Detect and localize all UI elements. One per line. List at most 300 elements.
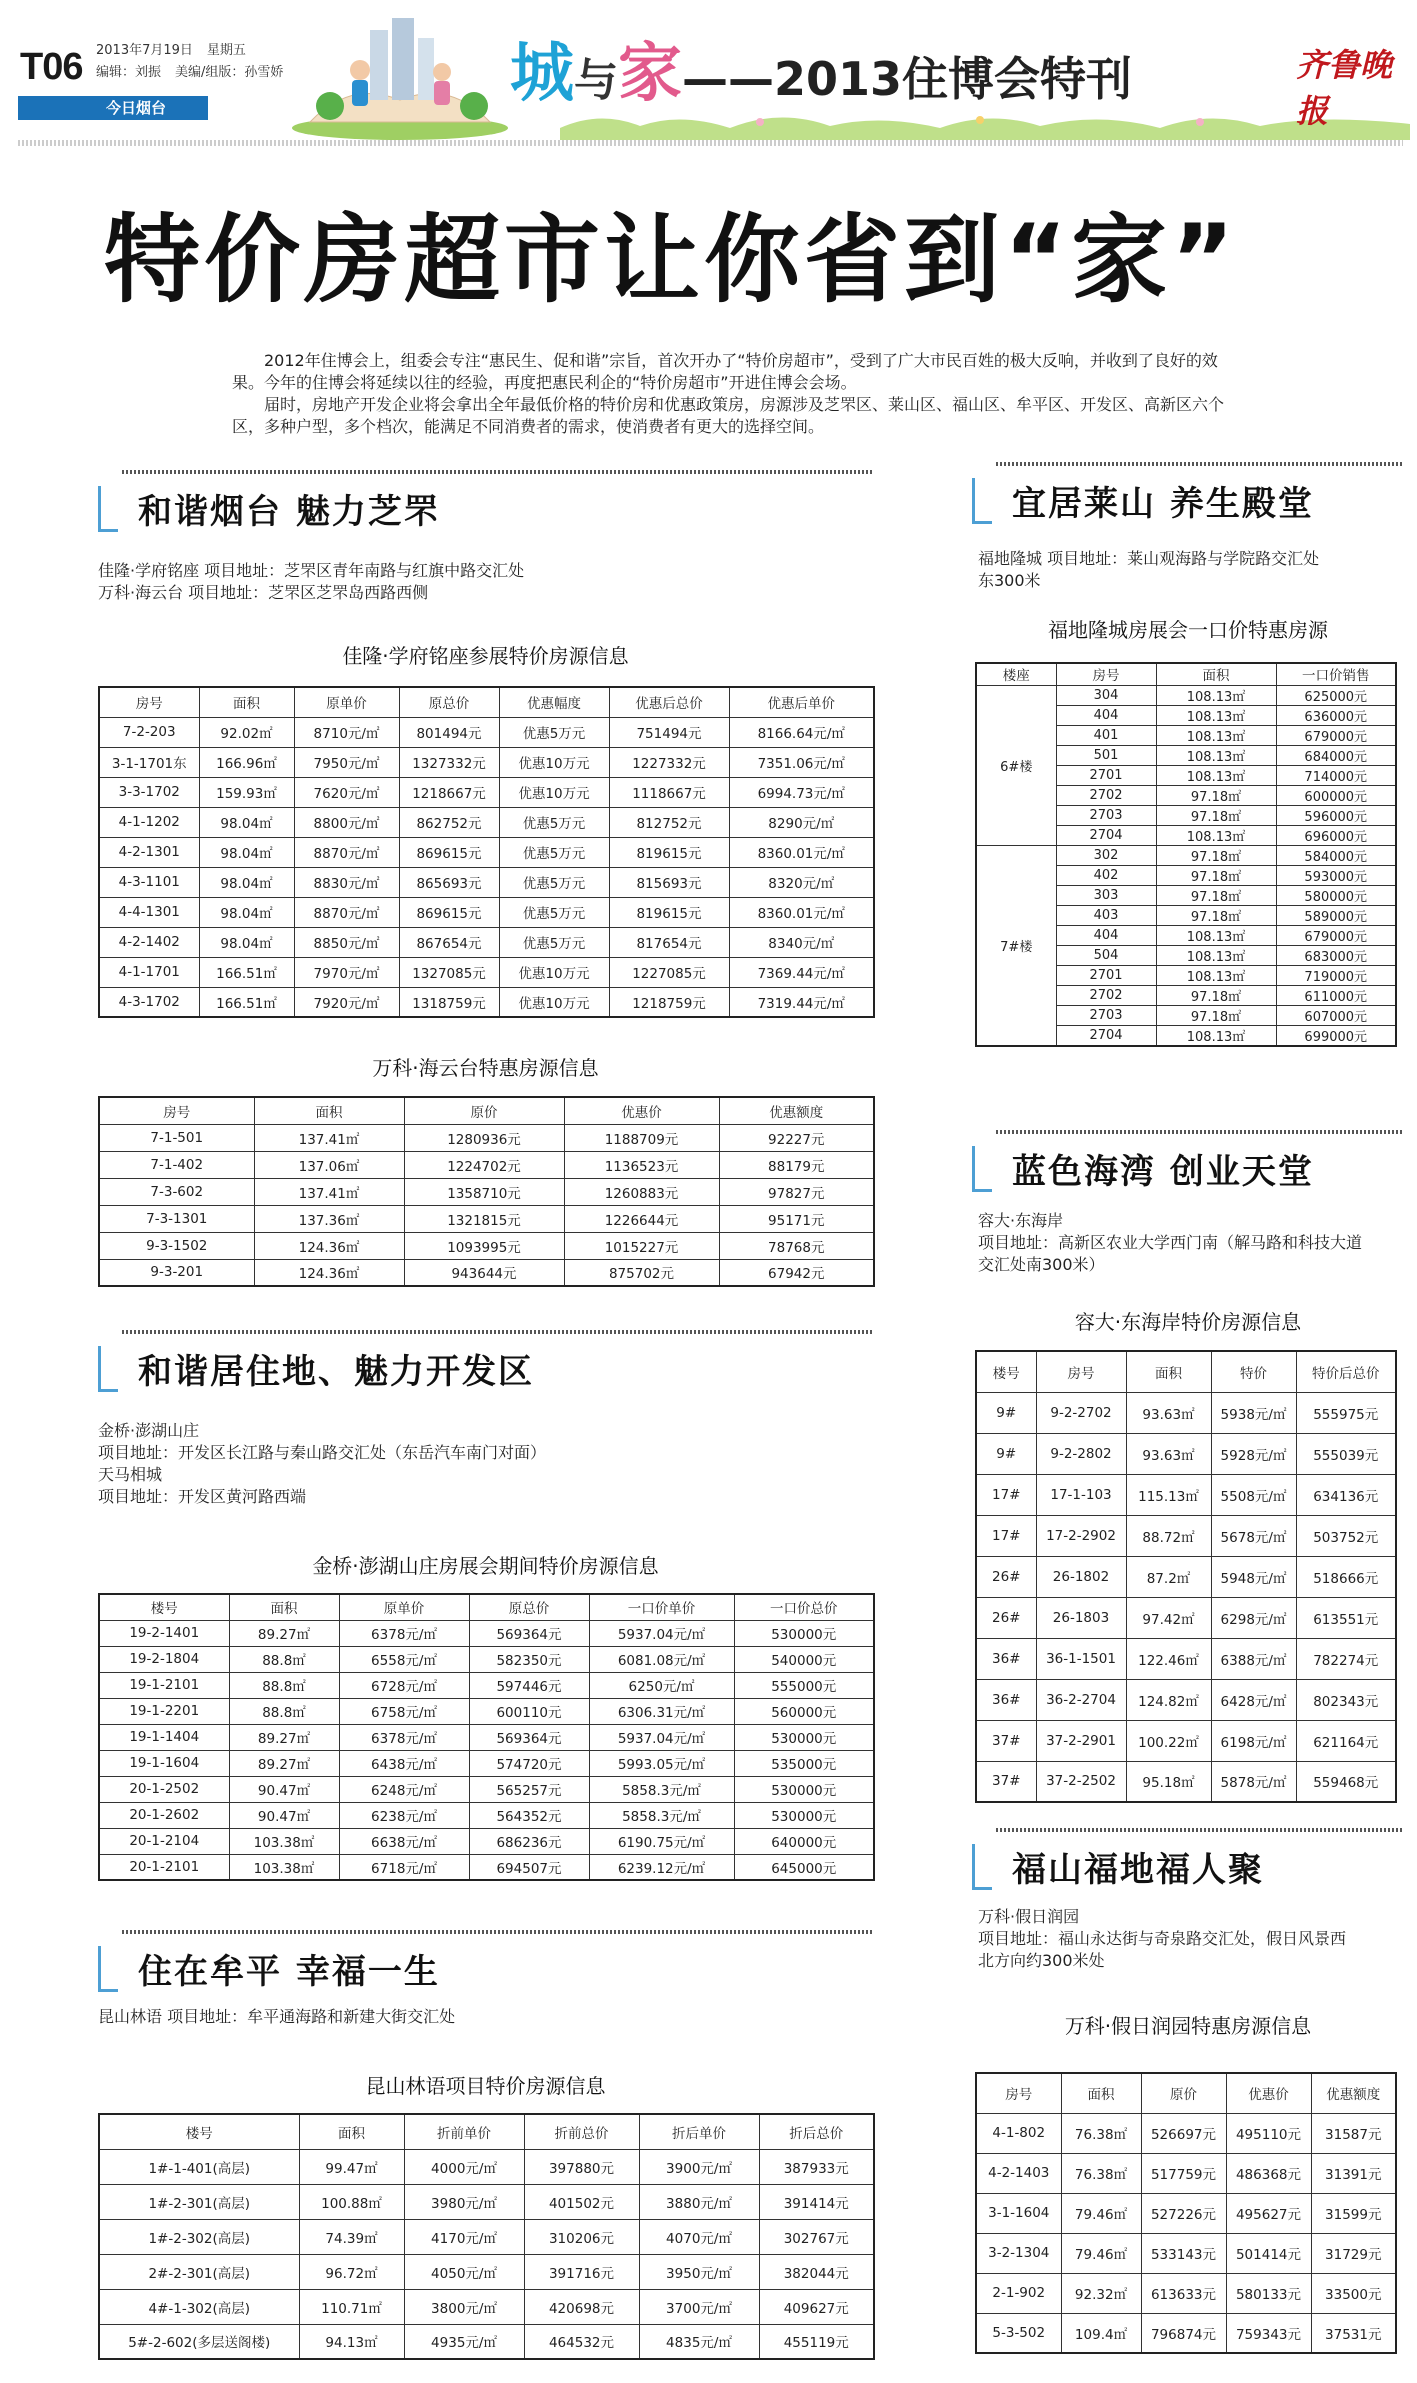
table-caption: 佳隆·学府铭座参展特价房源信息 <box>342 644 629 668</box>
table-cell: 869615元 <box>399 837 499 867</box>
table-cell: 679000元 <box>1276 925 1396 945</box>
table-cell: 503752元 <box>1296 1515 1396 1556</box>
table-cell: 7351.06元/㎡ <box>729 747 874 777</box>
table-cell: 621164元 <box>1296 1720 1396 1761</box>
column-header: 折后总价 <box>759 2114 874 2149</box>
table-cell: 99.47㎡ <box>299 2149 404 2184</box>
table-row <box>99 2219 874 2254</box>
table-row <box>99 1828 874 1854</box>
title-char-jia: 家 <box>618 37 682 111</box>
table-row <box>99 1672 874 1698</box>
table-cell: 97.18㎡ <box>1156 865 1276 885</box>
table-cell: 5937.04元/㎡ <box>589 1620 734 1646</box>
title-char-yu: 与 <box>574 55 618 106</box>
table-cell: 103.38㎡ <box>229 1828 339 1854</box>
table-cell: 391414元 <box>759 2184 874 2219</box>
table-cell: 530000元 <box>734 1802 874 1828</box>
table-cell: 8360.01元/㎡ <box>729 897 874 927</box>
section-head-gaoxin <box>972 1130 1404 1196</box>
table-cell: 6728元/㎡ <box>339 1672 469 1698</box>
table-cell: 530000元 <box>734 1620 874 1646</box>
table-cell: 611000元 <box>1276 985 1396 1005</box>
table-cell: 2702 <box>1056 785 1156 805</box>
table-cell: 495110元 <box>1226 2113 1311 2153</box>
table-cell: 19-1-1604 <box>99 1750 229 1776</box>
masthead <box>0 0 1417 158</box>
column-header: 原价 <box>1141 2073 1226 2113</box>
column-header: 原单价 <box>339 1594 469 1620</box>
project-line: 万科·海云台 项目地址：芝罘区芝罘岛西路西侧 <box>98 583 429 602</box>
table-cell: 166.51㎡ <box>199 957 294 987</box>
table-cell: 464532元 <box>524 2324 639 2359</box>
table-cell: 100.88㎡ <box>299 2184 404 2219</box>
table-cell: 1260883元 <box>564 1178 719 1205</box>
table-cell: 4-2-1402 <box>99 927 199 957</box>
table-cell: 504 <box>1056 945 1156 965</box>
table-cell: 526697元 <box>1141 2113 1226 2153</box>
table-cell: 397880元 <box>524 2149 639 2184</box>
table-cell: 97.18㎡ <box>1156 1005 1276 1025</box>
table-cell: 5-3-502 <box>976 2313 1061 2353</box>
column-header: 折前总价 <box>524 2114 639 2149</box>
table-caption: 容大·东海岸特价房源信息 <box>1074 1310 1302 1334</box>
table-cell: 555039元 <box>1296 1433 1396 1474</box>
table-cell: 2-1-902 <box>976 2273 1061 2313</box>
table-cell: 17-2-2902 <box>1036 1515 1126 1556</box>
table-cell: 1#-2-302(高层) <box>99 2219 299 2254</box>
table-cell: 403 <box>1056 905 1156 925</box>
project-line: 金桥·澎湖山庄 <box>98 1421 200 1440</box>
table-row <box>976 2273 1396 2313</box>
table-cell: 88.8㎡ <box>229 1646 339 1672</box>
table-cell: 3880元/㎡ <box>639 2184 759 2219</box>
table-cell: 17# <box>976 1515 1036 1556</box>
table-cell: 8360.01元/㎡ <box>729 837 874 867</box>
table-cell: 31599元 <box>1311 2193 1396 2233</box>
table-cell: 7369.44元/㎡ <box>729 957 874 987</box>
table-cell: 26-1802 <box>1036 1556 1126 1597</box>
table-cell: 2#-2-301(高层) <box>99 2254 299 2289</box>
table-cell: 4170元/㎡ <box>404 2219 524 2254</box>
table-cell: 3900元/㎡ <box>639 2149 759 2184</box>
table-cell: 817654元 <box>609 927 729 957</box>
table-vanke-jiarirunyuan <box>975 2072 1397 2354</box>
table-cell: 6250元/㎡ <box>589 1672 734 1698</box>
table-cell: 802343元 <box>1296 1679 1396 1720</box>
table-cell: 530000元 <box>734 1724 874 1750</box>
table-cell: 26# <box>976 1556 1036 1597</box>
table-cell: 17# <box>976 1474 1036 1515</box>
table-row <box>976 2233 1396 2273</box>
table-cell: 714000元 <box>1276 765 1396 785</box>
design-credit: 美编/组版：孙雪娇 <box>175 65 284 80</box>
table-cell: 19-2-1401 <box>99 1620 229 1646</box>
table-cell: 159.93㎡ <box>199 777 294 807</box>
table-row <box>99 777 874 807</box>
table-cell: 943644元 <box>404 1259 564 1286</box>
section-bracket-icon <box>972 478 992 524</box>
table-cell: 401 <box>1056 725 1156 745</box>
table-cell: 5948元/㎡ <box>1211 1556 1296 1597</box>
table-cell: 391716元 <box>524 2254 639 2289</box>
table-cell: 867654元 <box>399 927 499 957</box>
table-cell: 600110元 <box>469 1698 589 1724</box>
table-cell: 751494元 <box>609 717 729 747</box>
section-title: 和谐烟台 魅力芝罘 <box>138 492 440 532</box>
table-cell: 优惠5万元 <box>499 867 609 897</box>
table-row <box>976 2113 1396 2153</box>
table-row <box>99 1802 874 1828</box>
section-rule <box>122 1330 873 1334</box>
table-cell: 37-2-2502 <box>1036 1761 1126 1802</box>
intro-text <box>232 350 1237 438</box>
project-info-fushan <box>978 1906 1346 1972</box>
table-cell: 9-2-2802 <box>1036 1433 1126 1474</box>
table-cell: 4835元/㎡ <box>639 2324 759 2359</box>
table-cell: 535000元 <box>734 1750 874 1776</box>
table-cell: 302767元 <box>759 2219 874 2254</box>
section-title: 福山福地福人聚 <box>1012 1850 1264 1890</box>
section-title: 蓝色海湾 创业天堂 <box>1012 1152 1314 1192</box>
project-line: 项目地址：开发区长江路与秦山路交汇处（东岳汽车南门对面） <box>98 1443 547 1462</box>
table-cell: 574720元 <box>469 1750 589 1776</box>
table-cell: 36-1-1501 <box>1036 1638 1126 1679</box>
table-jinqiao <box>98 1593 875 1881</box>
table-cell: 优惠10万元 <box>499 987 609 1017</box>
table-cell: 640000元 <box>734 1828 874 1854</box>
column-header: 特价 <box>1211 1351 1296 1392</box>
section-title: 和谐居住地、魅力开发区 <box>138 1352 534 1392</box>
table-cell: 1280936元 <box>404 1124 564 1151</box>
table-cell: 7620元/㎡ <box>294 777 399 807</box>
table-cell: 93.63㎡ <box>1126 1433 1211 1474</box>
table-cell: 5#-2-602(多层送阁楼) <box>99 2324 299 2359</box>
table-cell: 679000元 <box>1276 725 1396 745</box>
table-cell: 108.13㎡ <box>1156 825 1276 845</box>
table-cell: 1188709元 <box>564 1124 719 1151</box>
section-rule <box>122 470 873 474</box>
table-cell: 501414元 <box>1226 2233 1311 2273</box>
table-cell: 97.18㎡ <box>1156 905 1276 925</box>
table-cell: 76.38㎡ <box>1061 2153 1141 2193</box>
table-cell: 302 <box>1056 845 1156 865</box>
table-cell: 801494元 <box>399 717 499 747</box>
table-cell: 613633元 <box>1141 2273 1226 2313</box>
table-cell: 5937.04元/㎡ <box>589 1724 734 1750</box>
section-bracket-icon <box>972 1146 992 1192</box>
table-row <box>99 1259 874 1286</box>
table-row <box>976 1597 1396 1638</box>
table-row <box>99 2289 874 2324</box>
project-line: 东300米 <box>978 571 1041 590</box>
table-cell: 582350元 <box>469 1646 589 1672</box>
table-cell: 6758元/㎡ <box>339 1698 469 1724</box>
project-line: 佳隆·学府铭座 项目地址：芝罘区青年南路与红旗中路交汇处 <box>98 561 525 580</box>
table-cell: 优惠5万元 <box>499 807 609 837</box>
table-cell: 819615元 <box>609 837 729 867</box>
table-row <box>99 1232 874 1259</box>
table-header-row <box>99 2114 874 2149</box>
table-cell: 495627元 <box>1226 2193 1311 2233</box>
table-cell: 6239.12元/㎡ <box>589 1854 734 1880</box>
column-header: 原价 <box>404 1097 564 1124</box>
table-cell: 17-1-103 <box>1036 1474 1126 1515</box>
table-cell: 5678元/㎡ <box>1211 1515 1296 1556</box>
table-cell: 89.27㎡ <box>229 1750 339 1776</box>
family-house-illustration <box>290 10 510 140</box>
table-cell: 31391元 <box>1311 2153 1396 2193</box>
table-cell: 1358710元 <box>404 1178 564 1205</box>
table-cell: 501 <box>1056 745 1156 765</box>
table-cell: 109.4㎡ <box>1061 2313 1141 2353</box>
table-cell: 94.13㎡ <box>299 2324 404 2359</box>
table-header-row <box>99 1097 874 1124</box>
table-cell: 7319.44元/㎡ <box>729 987 874 1017</box>
table-cell: 2701 <box>1056 765 1156 785</box>
table-row <box>976 2313 1396 2353</box>
table-cell: 5858.3元/㎡ <box>589 1802 734 1828</box>
table-cell: 696000元 <box>1276 825 1396 845</box>
table-cell: 166.96㎡ <box>199 747 294 777</box>
table-cell: 7920元/㎡ <box>294 987 399 1017</box>
table-row <box>99 1178 874 1205</box>
table-cell: 6428元/㎡ <box>1211 1679 1296 1720</box>
table-cell: 645000元 <box>734 1854 874 1880</box>
table-header-row <box>976 2073 1396 2113</box>
table-cell: 7950元/㎡ <box>294 747 399 777</box>
table-kunshan <box>98 2113 875 2360</box>
table-row <box>99 987 874 1017</box>
table-cell: 600000元 <box>1276 785 1396 805</box>
table-row <box>99 957 874 987</box>
column-header: 折后单价 <box>639 2114 759 2149</box>
table-cell: 569364元 <box>469 1724 589 1750</box>
table-cell: 92.02㎡ <box>199 717 294 747</box>
table-cell: 4070元/㎡ <box>639 2219 759 2254</box>
table-cell: 683000元 <box>1276 945 1396 965</box>
table-cell: 6388元/㎡ <box>1211 1638 1296 1679</box>
table-cell: 7970元/㎡ <box>294 957 399 987</box>
column-header: 一口价总价 <box>734 1594 874 1620</box>
table-cell: 108.13㎡ <box>1156 705 1276 725</box>
table-cell: 89.27㎡ <box>229 1724 339 1750</box>
table-cell: 6378元/㎡ <box>339 1724 469 1750</box>
table-row <box>99 837 874 867</box>
table-cell: 76.38㎡ <box>1061 2113 1141 2153</box>
section-title: 住在牟平 幸福一生 <box>138 1952 440 1992</box>
issue-weekday: 星期五 <box>206 43 246 58</box>
column-header: 一口价销售 <box>1276 663 1396 685</box>
table-cell: 607000元 <box>1276 1005 1396 1025</box>
column-header: 优惠后总价 <box>609 687 729 717</box>
table-cell: 31729元 <box>1311 2233 1396 2273</box>
table-cell: 115.13㎡ <box>1126 1474 1211 1515</box>
section-tag: 今日烟台 <box>18 96 208 120</box>
table-cell: 92.32㎡ <box>1061 2273 1141 2313</box>
table-cell: 6190.75元/㎡ <box>589 1828 734 1854</box>
column-header: 原总价 <box>469 1594 589 1620</box>
table-cell: 819615元 <box>609 897 729 927</box>
table-cell: 26# <box>976 1597 1036 1638</box>
section-rule <box>996 462 1404 466</box>
table-cell: 564352元 <box>469 1802 589 1828</box>
table-cell: 19-1-2201 <box>99 1698 229 1724</box>
table-cell: 95171元 <box>719 1205 874 1232</box>
table-cell: 6248元/㎡ <box>339 1776 469 1802</box>
table-cell: 1#-1-401(高层) <box>99 2149 299 2184</box>
table-cell: 2704 <box>1056 825 1156 845</box>
table-cell: 8870元/㎡ <box>294 897 399 927</box>
table-cell: 597446元 <box>469 1672 589 1698</box>
table-caption: 万科·海云台特惠房源信息 <box>372 1056 599 1080</box>
table-row <box>99 1750 874 1776</box>
table-fudi-longcheng <box>975 662 1397 1047</box>
table-cell: 4935元/㎡ <box>404 2324 524 2359</box>
table-cell: 6298元/㎡ <box>1211 1597 1296 1638</box>
table-row <box>99 807 874 837</box>
table-cell: 613551元 <box>1296 1597 1396 1638</box>
column-header: 房号 <box>1056 663 1156 685</box>
table-cell: 92227元 <box>719 1124 874 1151</box>
table-cell: 79.46㎡ <box>1061 2193 1141 2233</box>
column-header: 房号 <box>99 1097 254 1124</box>
table-cell: 1226644元 <box>564 1205 719 1232</box>
column-header: 优惠额度 <box>719 1097 874 1124</box>
section-head-muping <box>98 1930 873 1996</box>
table-cell: 589000元 <box>1276 905 1396 925</box>
table-cell: 7-2-203 <box>99 717 199 747</box>
table-cell: 26-1803 <box>1036 1597 1126 1638</box>
table-cell: 98.04㎡ <box>199 837 294 867</box>
table-cell: 6438元/㎡ <box>339 1750 469 1776</box>
table-cell: 555975元 <box>1296 1392 1396 1433</box>
table-cell: 89.27㎡ <box>229 1620 339 1646</box>
table-cell: 6718元/㎡ <box>339 1854 469 1880</box>
table-header-row <box>99 1594 874 1620</box>
table-cell: 9# <box>976 1392 1036 1433</box>
table-cell: 96.72㎡ <box>299 2254 404 2289</box>
table-jialong <box>98 686 875 1018</box>
grass-decoration <box>560 100 1410 140</box>
table-cell: 6994.73元/㎡ <box>729 777 874 807</box>
table-cell: 5878元/㎡ <box>1211 1761 1296 1802</box>
project-line: 天马相城 <box>98 1465 163 1484</box>
table-cell: 3700元/㎡ <box>639 2289 759 2324</box>
column-header: 原总价 <box>399 687 499 717</box>
column-header: 优惠后单价 <box>729 687 874 717</box>
table-cell: 719000元 <box>1276 965 1396 985</box>
table-row <box>99 1646 874 1672</box>
table-cell: 5508元/㎡ <box>1211 1474 1296 1515</box>
table-cell: 560000元 <box>734 1698 874 1724</box>
table-row <box>99 1698 874 1724</box>
newspaper-logo: 齐鲁晚报 <box>1296 46 1393 130</box>
table-cell: 19-1-2101 <box>99 1672 229 1698</box>
table-cell: 88.8㎡ <box>229 1672 339 1698</box>
table-cell: 634136元 <box>1296 1474 1396 1515</box>
table-cell: 404 <box>1056 705 1156 725</box>
table-cell: 7-3-1301 <box>99 1205 254 1232</box>
table-cell: 优惠5万元 <box>499 717 609 747</box>
building-cell: 7#楼 <box>976 845 1056 1046</box>
table-cell: 20-1-2101 <box>99 1854 229 1880</box>
title-char-cheng: 城 <box>510 37 574 111</box>
table-cell: 88.8㎡ <box>229 1698 339 1724</box>
table-cell: 137.41㎡ <box>254 1124 404 1151</box>
table-cell: 103.38㎡ <box>229 1854 339 1880</box>
table-cell: 2701 <box>1056 965 1156 985</box>
table-row <box>976 1556 1396 1597</box>
building-cell: 6#楼 <box>976 685 1056 845</box>
table-cell: 5858.3元/㎡ <box>589 1776 734 1802</box>
table-caption: 金桥·澎湖山庄房展会期间特价房源信息 <box>312 1554 659 1578</box>
table-caption: 昆山林语项目特价房源信息 <box>365 2074 606 2098</box>
table-cell: 1227332元 <box>609 747 729 777</box>
table-cell: 3-1-1604 <box>976 2193 1061 2233</box>
table-cell: 100.22㎡ <box>1126 1720 1211 1761</box>
table-cell: 796874元 <box>1141 2313 1226 2353</box>
table-cell: 1218759元 <box>609 987 729 1017</box>
table-row <box>99 1854 874 1880</box>
table-cell: 90.47㎡ <box>229 1802 339 1828</box>
column-header: 特价后总价 <box>1296 1351 1396 1392</box>
table-cell: 20-1-2602 <box>99 1802 229 1828</box>
table-cell: 533143元 <box>1141 2233 1226 2273</box>
table-cell: 518666元 <box>1296 1556 1396 1597</box>
table-cell: 8850元/㎡ <box>294 927 399 957</box>
table-cell: 9-2-2702 <box>1036 1392 1126 1433</box>
table-cell: 137.41㎡ <box>254 1178 404 1205</box>
table-cell: 1093995元 <box>404 1232 564 1259</box>
column-header: 优惠额度 <box>1311 2073 1396 2113</box>
column-header: 面积 <box>1126 1351 1211 1392</box>
table-cell: 303 <box>1056 885 1156 905</box>
table-row <box>976 1720 1396 1761</box>
table-cell: 124.36㎡ <box>254 1259 404 1286</box>
intro-paragraph: 届时，房地产开发企业将会拿出全年最低价格的特价房和优惠政策房，房源涉及芝罘区、莱山区、福山区、牟平区、开发区、高新区六个区，多种户型，多个档次，能满足不同消费者的需求，使消费者有更大的选择空间。 <box>232 395 1225 436</box>
table-row <box>976 1679 1396 1720</box>
edition-meta <box>96 40 297 84</box>
table-cell: 19-2-1804 <box>99 1646 229 1672</box>
table-row <box>99 717 874 747</box>
section-head-laishan <box>972 462 1404 528</box>
table-cell: 1327332元 <box>399 747 499 777</box>
table-cell: 593000元 <box>1276 865 1396 885</box>
table-cell: 1136523元 <box>564 1151 719 1178</box>
table-cell: 3980元/㎡ <box>404 2184 524 2219</box>
table-cell: 37-2-2901 <box>1036 1720 1126 1761</box>
table-row <box>99 1205 874 1232</box>
title-subtitle: ——2013住博会特刊 <box>682 52 1133 106</box>
table-cell: 6198元/㎡ <box>1211 1720 1296 1761</box>
section-bracket-icon <box>98 486 118 532</box>
table-row <box>99 2184 874 2219</box>
table-cell: 694507元 <box>469 1854 589 1880</box>
table-cell: 1227085元 <box>609 957 729 987</box>
table-cell: 382044元 <box>759 2254 874 2289</box>
table-cell: 404 <box>1056 925 1156 945</box>
masthead-divider <box>18 140 1403 146</box>
table-cell: 20-1-2104 <box>99 1828 229 1854</box>
table-row <box>99 2324 874 2359</box>
column-header: 面积 <box>1061 2073 1141 2113</box>
table-cell: 97.18㎡ <box>1156 805 1276 825</box>
table-cell: 8166.64元/㎡ <box>729 717 874 747</box>
table-cell: 4-2-1301 <box>99 837 199 867</box>
table-row <box>99 1620 874 1646</box>
column-header: 楼号 <box>99 2114 299 2149</box>
table-cell: 8710元/㎡ <box>294 717 399 747</box>
